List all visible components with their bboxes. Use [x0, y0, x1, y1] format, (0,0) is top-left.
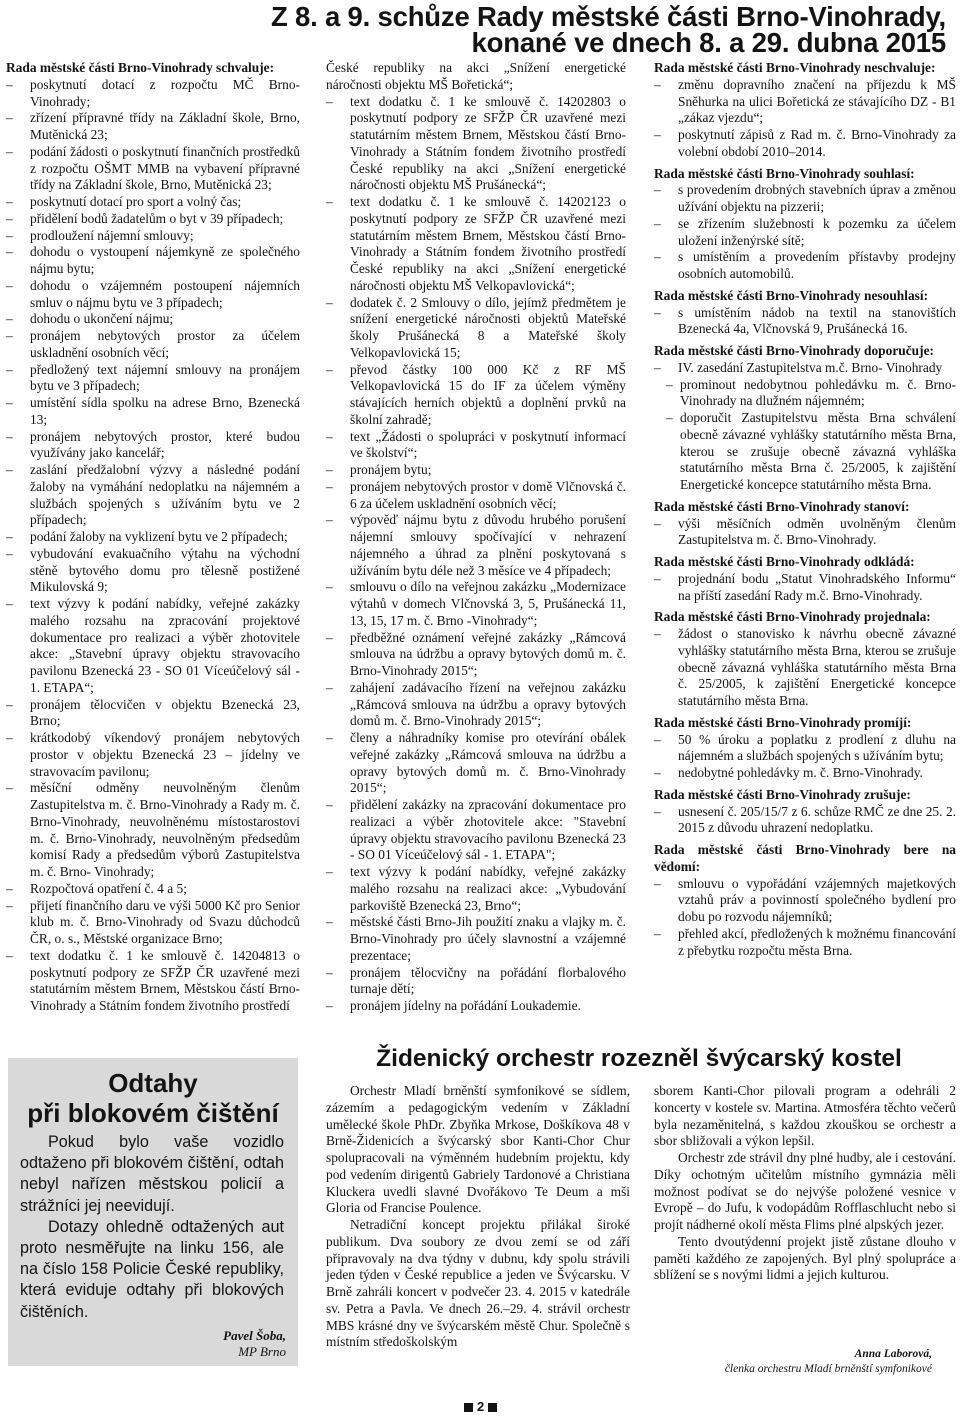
list-item: – prodloužení nájemní smlouvy; — [6, 228, 300, 245]
list-item: – přehled akcí, předložených k možnému financování z přebytku rozpočtu města Brna. — [654, 926, 956, 960]
section-heading-bere-na-vedomi: Rada městské části Brno-Vinohrady bere na vědomí: — [654, 842, 956, 874]
towing-notice-paragraph: Pokud bylo vaše vozidlo odtaženo při blokovém čištění, odtah nebyl nařízen městskou policií a strážníci jej neevidují. — [20, 1133, 284, 1215]
list-item: – smlouvu o dílo na veřejnou zakázku „Modernizace výtahů v domech Vlčnovská 3, 5, Prušánecká 11, 13, 15, 17 m. č. Brno -Vinohrady“; — [326, 579, 626, 629]
resolution-list-bere-na-vedomi — [654, 876, 956, 960]
page-header — [200, 1, 946, 58]
list-item: – zahájení zadávacího řízení na veřejnou zakázku „Rámcová smlouva na údržbu a opravy bytových domů m. č. Brno-Vinohrady 2015“; — [326, 680, 626, 730]
section-heading-zrusuje: Rada městské části Brno-Vinohrady zrušuje: — [654, 786, 911, 802]
section-heading-odklada: Rada městské části Brno-Vinohrady odkládá: — [654, 554, 915, 569]
article-title: Židenický orchestr rozezněl švýcarský kostel — [376, 1045, 902, 1072]
towing-notice-title-line-2: při blokovém čištění — [27, 1098, 279, 1128]
article-paragraph: Orchestr Mladí brněnští symfonikové se sídlem, zázemím a pedagogickým vedením v Základní umělecké škole PhDr. Zbyňka Mrkose, Doškíkova 48 v Brně-Židenicích a švýcarský sbor Kanti-Chor Chur spolupracovali na výměnném hudebním projektu, kdy pod vedením dirigentů Gabriely Tardonové a Christiana Kluckera uvedli slavné Dvořákovo Te Deum a mši Gloria od Francise Poulence. — [326, 1083, 630, 1216]
list-item: – poskytnutí dotací pro sport a volný čas; — [6, 194, 300, 211]
list-item: – pronájem nebytových prostor za účelem uskladnění osobních věcí; — [6, 328, 300, 362]
towing-notice-paragraph: Dotazy ohledně odtažených aut proto nesměřujte na linku 156, ale na číslo 158 Policie České republiky, která eviduje odtahy při blokových čištěních. — [20, 1217, 284, 1321]
resolution-list-stanovi — [654, 516, 956, 550]
list-item: – výpověď nájmu bytu z důvodu hrubého porušení nájemní smlouvy spočívající v nehrazení nájemného a úhrad za plnění poskytovaná s užíváním bytu déle než 3 měsíce ve 4 případech; — [326, 512, 626, 579]
header-line-1: Z 8. a 9. schůze Rady městské části Brno-Vinohrady, — [270, 1, 946, 32]
list-item: – pronájem bytu; — [326, 462, 626, 479]
list-item: – krátkodobý víkendový pronájem nebytových prostor v objektu Bzenecká 23 – jídelny ve stravovacím pavilonu; — [6, 730, 300, 780]
section-heading-doporucuje: Rada městské části Brno-Vinohrady doporučuje: — [654, 343, 934, 358]
towing-notice-author — [223, 1328, 286, 1360]
column-2 — [326, 60, 626, 1013]
resolution-list-schvaluje-continued — [326, 94, 626, 1015]
list-item: – měsíční odměny neuvolněným členům Zastupitelstva m. č. Brno-Vinohrady a Rady m. č. Brno-Vinohrady, neuvolněnému místostarostovi m. č. Brno-Vinohrady, neuvolněným předsedům komisí Rady a předsedům výborů Zastupitelstva m. č. Brno- Vinohrady; — [6, 780, 300, 881]
list-item: – změnu dopravního značení na příjezdu k MŠ Sněhurka na ulici Bořetická ze stávajícího DZ - B1 „zákaz vjezdu“; — [654, 77, 956, 127]
square-bullet-icon — [488, 1403, 497, 1412]
resolution-list-promiji — [654, 732, 956, 782]
article-paragraph: sborem Kanti-Chor pilovali program a odehráli 2 koncerty v kostele sv. Martina. Atmosféra těchto večerů byla nezaměnitelná, s každou zkouškou se orchestr a sbor sbližovali a výkon lepšil. — [654, 1083, 956, 1149]
list-item: – pronájem tělocvičny na pořádání florbalového turnaje dětí; — [326, 965, 626, 999]
resolution-list-zrusuje — [654, 804, 956, 838]
list-item: – dohodu o vzájemném postoupení nájemních smluv o nájmu bytu ve 3 případech; — [6, 278, 300, 312]
list-item: – se zřízením služebnosti k pozemku za účelem uložení inženýrské sítě; — [654, 216, 956, 250]
section-heading-souhlasi: Rada městské části Brno-Vinohrady souhlasí: — [654, 165, 915, 181]
article-paragraph: Orchestr zde strávil dny plné hudby, ale i cestování. Díky ochotným učitelům místního gymnázia měli možnost podívat se do nejvýše položené vesnice v Evropě – do Jufu, k vodopádům Rofflaschlucht nebo si projít nádherné okolí města Flims plné alpských jezer. — [654, 1150, 956, 1232]
page-number-value: 2 — [477, 1399, 485, 1414]
article-paragraph: Netradiční koncept projektu přilákal široké publikum. Dva soubory ze dvou zemí se od září připravovaly na dva týdny v dubnu, kdy spolu strávili jeden týden v České republice a jeden ve Švýcarsku. V Brně zahráli koncert v podvečer 23. 4. 2015 v katedrále sv. Petra a Pavla. Ve dnech 26.–29. 4. strávil orchestr MBS krásné dny ve švýcarském městě Chur. Společně s místním středoškolským — [326, 1217, 630, 1350]
list-item: – dodatek č. 2 Smlouvy o dílo, jejímž předmětem je snížení energetické náročnosti objektů Mateřské školy Prušánecká 8 a Mateřské školy Velkopavlovická 15; — [326, 295, 626, 362]
author-name: Anna Laborová, — [854, 1348, 932, 1360]
list-item: – text výzvy k podání nabídky, veřejné zakázky malého rozsahu na realizaci akce: „Vybudování parkoviště Bzenecká 23, Brno“; — [326, 864, 626, 914]
list-item: – poskytnutí dotací z rozpočtu MČ Brno-Vinohrady; — [6, 77, 300, 111]
author-role: členka orchestru Mladí brněnští symfonikové — [724, 1363, 932, 1375]
towing-notice-title-line-1: Odtahy — [108, 1068, 198, 1098]
list-item: – výši měsíčních odměn uvolněným členům Zastupitelstva m. č. Brno-Vinohrady. — [654, 516, 956, 550]
list-item: – dohodu o ukončení nájmu; — [6, 311, 300, 328]
list-item: – přijetí finančního daru ve výši 5000 Kč pro Senior klub m. č. Brno-Vinohrady od Svazu důchodců ČR, o. s., Městské organizace Brno; — [6, 898, 300, 948]
author-role: MP Brno — [238, 1344, 286, 1359]
section-heading-nesouhlasi: Rada městské části Brno-Vinohrady nesouhlasí: — [654, 287, 929, 303]
list-item: – předběžné oznámení veřejné zakázky „Rámcová smlouva na údržbu a opravy bytových domů m. č. Brno-Vinohrady 2015“; — [326, 630, 626, 680]
resolution-list-neschvaluje — [654, 77, 956, 161]
list-item: – Rozpočtová opatření č. 4 a 5; — [6, 881, 300, 898]
resolution-sublist-doporucuje — [654, 377, 956, 494]
list-item: – usnesení č. 205/15/7 z 6. schůze RMČ ze dne 25. 2. 2015 z důvodu uhrazení nedoplatku. — [654, 804, 956, 838]
towing-notice-body — [20, 1132, 284, 1323]
author-name: Pavel Šoba, — [223, 1328, 286, 1343]
list-item: – přidělení bodů žadatelům o byt v 39 případech; — [6, 211, 300, 228]
list-item: – text dodatku č. 1 ke smlouvě č. 14202123 o poskytnutí podpory ze SFŽP ČR uzavřené mezi statutárním městem Brnem, Městskou částí Brno-Vinohrady a Státním fondem životního prostředí České republiky na akci „Snížení energetické náročnosti objektu MŠ Velkopavlovická“; — [326, 194, 626, 295]
list-item: – městské části Brno-Jih použití znaku a vlajky m. č. Brno-Vinohrady pro účely slavnostní a vzájemné prezentace; — [326, 914, 626, 964]
list-item: – umístění sídla spolku na adrese Brno, Bzenecká 13; — [6, 395, 300, 429]
list-item: – dohodu o vystoupení nájemkyně ze společného nájmu bytu; — [6, 244, 300, 278]
list-item: – zřízení přípravné třídy na Základní škole, Brno, Mutěnická 23; — [6, 110, 300, 144]
list-item: – pronájem jídelny na pořádání Loukademie. — [326, 998, 626, 1015]
list-item: – podání žádosti o poskytnutí finančních prostředků z rozpočtu OŠMT MMB na vybavení přípravné třídy na Základní škole, Brno, Mutěnická 23; — [6, 144, 300, 194]
list-item: – projednání bodu „Statut Vinohradského Informu“ na příští zasedání Rady m.č. Brno-Vinohrady. — [654, 571, 956, 605]
list-item: – doporučit Zastupitelstvu města Brna schválení obecně závazné vyhlášky statutárního města Brna, kterou se zrušuje obecně závazná vyhláška statutárního města Brna č. 25/2005, k zajištění Energetické koncepce statutárního města Brna. — [654, 410, 956, 494]
list-item: – pronájem nebytových prostor v domě Vlčnovská č. 6 za účelem uskladnění osobních věcí; — [326, 479, 626, 513]
section-heading-stanovi: Rada městské části Brno-Vinohrady stanoví: — [654, 498, 910, 514]
list-item: – členy a náhradníky komise pro otevírání obálek veřejné zakázky „Rámcová smlouva na údržbu a opravy bytových domů m. č. Brno-Vinohrady 2015“; — [326, 730, 626, 797]
list-item: – podání žaloby na vyklizení bytu ve 2 případech; — [6, 529, 300, 546]
list-item: – zaslání předžalobní výzvy a následné podání žaloby na vymáhání nedoplatku na nájemném a službách spojených s užíváním bytu ve 2 případech; — [6, 462, 300, 529]
list-item: – vybudování evakuačního výtahu na východní stěně bytového domu pro tělesně postižené Mikulovská 9; — [6, 546, 300, 596]
section-heading-schvaluje: Rada městské části Brno-Vinohrady schvaluje: — [6, 60, 275, 75]
resolution-list-schvaluje — [6, 77, 300, 1015]
list-item: – pronájem nebytových prostor, které budou využívány jako kancelář; — [6, 429, 300, 463]
column-3 — [654, 60, 956, 960]
towing-notice-title — [8, 1068, 298, 1128]
list-item: – poskytnutí zápisů z Rad m. č. Brno-Vinohrady za volební období 2010–2014. — [654, 127, 956, 161]
resolution-list-souhlasi — [654, 182, 956, 283]
article-column-2 — [654, 1083, 956, 1284]
list-item: – žádost o stanovisko k návrhu obecně závazné vyhlášky statutárního města Brna, kterou se zrušuje obecně závazná vyhláška statutárního města Brna č. 25/2005, k zajištění Energetické koncepce statutárního města Brna. — [654, 626, 956, 710]
section-heading-promiji: Rada městské části Brno-Vinohrady promíjí: — [654, 714, 912, 730]
resolution-list-odklada — [654, 571, 956, 605]
article-author — [725, 1347, 932, 1377]
continuation-text: České republiky na akci „Snížení energetické náročnosti objektu MŠ Bořetická“; — [326, 60, 626, 92]
list-item: – s provedením drobných stavebních úprav a změnou užívání objektu na pizzerii; — [654, 182, 956, 216]
list-item: – pronájem tělocvičen v objektu Bzenecká 23, Brno; — [6, 697, 300, 731]
list-item: – s umístěním a provedením přístavby prodejny osobních automobilů. — [654, 249, 956, 283]
article-paragraph: Tento dvoutýdenní projekt jistě zůstane dlouho v paměti každého ze zapojených. Byl plný spolupráce a sblížení se s novými lidmi a jejich kulturou. — [654, 1233, 956, 1283]
list-item: – text výzvy k podání nabídky, veřejné zakázky malého rozsahu na zpracování projektové dokumentace pro realizaci a výběr zhotovitele akce: „Stavební úpravy objektu stravovacího pavilonu Bzenecká 23 - SO 01 Víceúčelový sál - 1. ETAPA“; — [6, 596, 300, 697]
resolution-list-projednala — [654, 626, 956, 710]
list-item: – přidělení zakázky na zpracování dokumentace pro realizaci a výběr zhotovitele akce: "Stavební úpravy objektu stravovacího pavilonu Bzenecká 23 - SO 01 Víceúčelový sál - 1. ETAPA"; — [326, 797, 626, 864]
resolution-list-nesouhlasi — [654, 305, 956, 339]
page-number — [460, 1400, 501, 1414]
list-item: – text dodatku č. 1 ke smlouvě č. 14204813 o poskytnutí podpory ze SFŽP ČR uzavřené mezi statutárním městem Brnem, Městskou částí Brno-Vinohrady a Státním fondem životního prostředí — [6, 948, 300, 1015]
header-line-2: konané ve dnech 8. a 29. dubna 2015 — [471, 27, 946, 58]
list-item: – nedobytné pohledávky m. č. Brno-Vinohrady. — [654, 765, 956, 782]
list-item: – IV. zasedání Zastupitelstva m.č. Brno- Vinohrady — [654, 360, 956, 377]
list-item: – předložený text nájemní smlouvy na pronájem bytu ve 3 případech; — [6, 362, 300, 396]
list-item: – 50 % úroku a poplatku z prodlení z dluhu na nájemném a službách spojených s užíváním bytu; — [654, 732, 956, 766]
list-item: – s umístěním nádob na textil na stanovištích Bzenecká 4a, Vlčnovská 9, Prušánecká 16. — [654, 305, 956, 339]
list-item: – text dodatku č. 1 ke smlouvě č. 14202803 o poskytnutí podpory ze SFŽP ČR uzavřené mezi statutárním městem Brnem, Městskou částí Brno-Vinohrady a Státním fondem životního prostředí České republiky na akci „Snížení energetické náročnosti objektu MŠ Prušánecká“; — [326, 94, 626, 195]
square-bullet-icon — [464, 1403, 473, 1412]
list-item: – smlouvu o vypořádání vzájemných majetkových vztahů práv a povinností společného bydlení pro dobu po rozvodu nájemníků; — [654, 876, 956, 926]
list-item: – text „Žádosti o spolupráci v poskytnutí informací ve školství“; — [326, 429, 626, 463]
list-item: – převod částky 100 000 Kč z RF MŠ Velkopavlovická 15 do IF za účelem výměny stávajících herních objektů a doplnění prvků na školní zahradě; — [326, 362, 626, 429]
article-column-1 — [326, 1083, 630, 1351]
section-heading-projednala: Rada městské části Brno-Vinohrady projednala: — [654, 609, 931, 625]
towing-notice-box — [8, 1058, 298, 1366]
section-heading-neschvaluje: Rada městské části Brno-Vinohrady neschvaluje: — [654, 60, 936, 75]
column-1 — [6, 60, 300, 1013]
list-item: – prominout nedobytnou pohledávku m. č. Brno-Vinohrady na dlužném nájemném; — [654, 377, 956, 411]
resolution-list-doporucuje — [654, 360, 956, 377]
